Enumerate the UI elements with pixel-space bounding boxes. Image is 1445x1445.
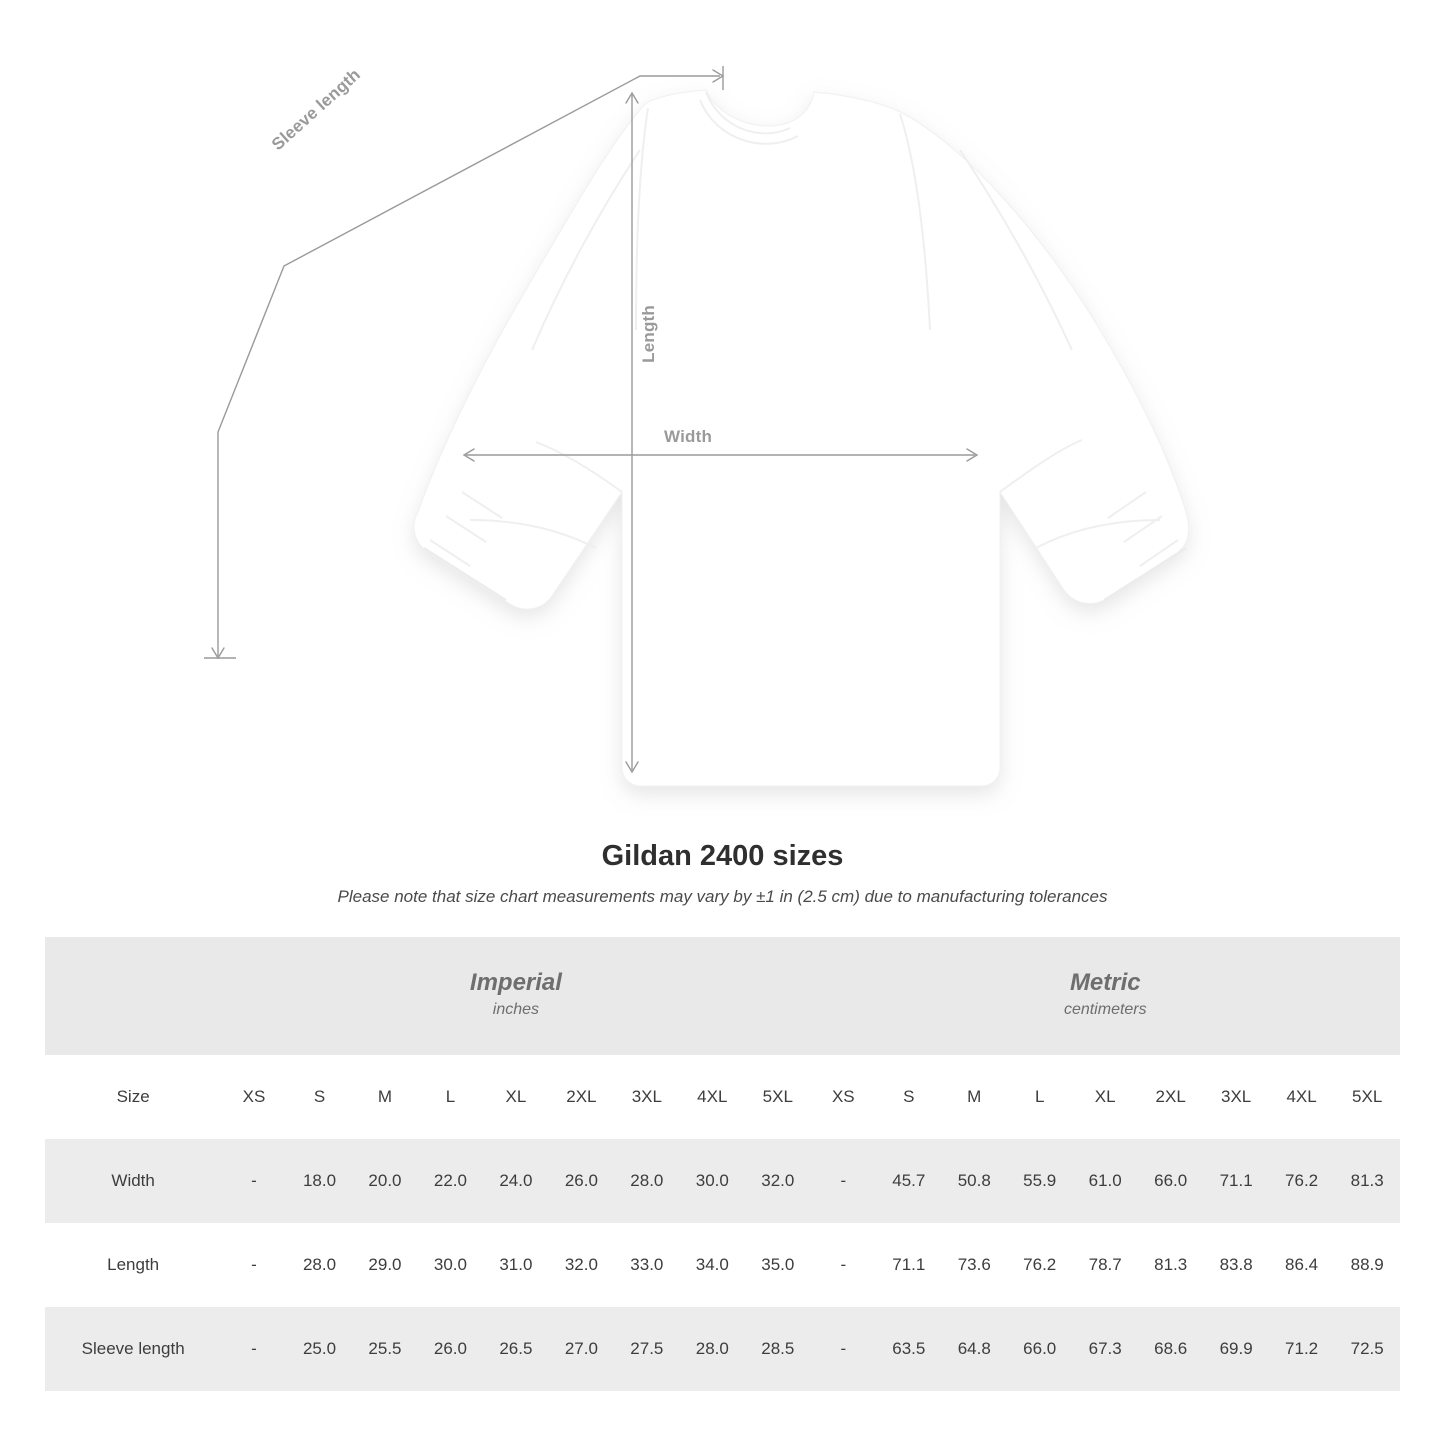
cell-length-imperial-l: 30.0 bbox=[433, 1255, 467, 1274]
cell-sleeve-metric-xl: 67.3 bbox=[1088, 1339, 1122, 1358]
cell-sleeve-metric-2xl: 68.6 bbox=[1154, 1339, 1188, 1358]
tolerance-note: Please note that size chart measurements may vary by ±1 in (2.5 cm) due to manufacturing tolerances bbox=[337, 887, 1108, 906]
column-header-metric-4xl: 4XL bbox=[1286, 1087, 1317, 1106]
column-header-metric-m: M bbox=[967, 1087, 982, 1106]
cell-sleeve-imperial-l: 26.0 bbox=[433, 1339, 467, 1358]
column-header-size: Size bbox=[116, 1087, 150, 1106]
cell-length-imperial-5xl: 35.0 bbox=[761, 1255, 795, 1274]
cell-sleeve-imperial-s: 25.0 bbox=[302, 1339, 337, 1358]
column-header-imperial-xs: XS bbox=[242, 1087, 266, 1106]
width-dimension-label: Width bbox=[664, 427, 713, 446]
cell-width-imperial-4xl: 30.0 bbox=[695, 1171, 729, 1190]
cell-width-metric-m: 50.8 bbox=[957, 1171, 991, 1190]
table-row bbox=[45, 1223, 1400, 1307]
row-header-sleeve-length: Sleeve length bbox=[81, 1339, 185, 1358]
cell-width-imperial-m: 20.0 bbox=[368, 1171, 402, 1190]
page-title: Gildan 2400 sizes bbox=[601, 840, 844, 872]
cell-width-imperial-s: 18.0 bbox=[302, 1171, 337, 1190]
unit-header-spacer bbox=[45, 937, 221, 1055]
table-row bbox=[45, 1139, 1400, 1223]
column-header-metric-2xl: 2XL bbox=[1155, 1087, 1186, 1106]
cell-length-imperial-xs: - bbox=[251, 1255, 257, 1274]
cell-sleeve-metric-5xl: 72.5 bbox=[1350, 1339, 1384, 1358]
cell-length-imperial-3xl: 33.0 bbox=[630, 1255, 664, 1274]
column-header-metric-5xl: 5XL bbox=[1352, 1087, 1383, 1106]
column-header-imperial-2xl: 2XL bbox=[566, 1087, 597, 1106]
cell-width-metric-l: 55.9 bbox=[1023, 1171, 1057, 1190]
column-header-metric-xl: XL bbox=[1094, 1087, 1116, 1106]
column-header-imperial-l: L bbox=[445, 1087, 456, 1106]
column-header-metric-3xl: 3XL bbox=[1221, 1087, 1252, 1106]
cell-sleeve-imperial-3xl: 27.5 bbox=[630, 1339, 664, 1358]
cell-length-imperial-xl: 31.0 bbox=[499, 1255, 533, 1274]
column-header-imperial-3xl: 3XL bbox=[631, 1087, 662, 1106]
cell-sleeve-imperial-xl: 26.5 bbox=[499, 1339, 533, 1358]
column-header-metric-xs: XS bbox=[831, 1087, 855, 1106]
cell-length-metric-4xl: 86.4 bbox=[1285, 1255, 1319, 1274]
cell-sleeve-imperial-2xl: 27.0 bbox=[564, 1339, 598, 1358]
cell-width-imperial-5xl: 32.0 bbox=[761, 1171, 795, 1190]
cell-width-imperial-3xl: 28.0 bbox=[630, 1171, 664, 1190]
cell-sleeve-metric-3xl: 69.9 bbox=[1219, 1339, 1253, 1358]
metric-label: Metric bbox=[1069, 969, 1141, 997]
cell-sleeve-metric-xs: - bbox=[840, 1339, 847, 1358]
column-header-metric-s: S bbox=[903, 1087, 915, 1106]
cell-width-metric-2xl: 66.0 bbox=[1154, 1171, 1188, 1190]
cell-length-imperial-4xl: 34.0 bbox=[695, 1255, 729, 1274]
cell-length-imperial-m: 29.0 bbox=[368, 1255, 402, 1274]
cell-length-imperial-2xl: 32.0 bbox=[564, 1255, 598, 1274]
cell-sleeve-imperial-5xl: 28.5 bbox=[761, 1339, 795, 1358]
length-dimension-label: Length bbox=[639, 305, 658, 363]
size-chart-table bbox=[45, 937, 1400, 1391]
imperial-sublabel: inches bbox=[492, 1001, 540, 1018]
column-header-imperial-xl: XL bbox=[505, 1087, 527, 1106]
size-table-wrapper bbox=[45, 937, 1400, 1391]
column-header-metric-l: L bbox=[1034, 1087, 1045, 1106]
cell-width-metric-5xl: 81.3 bbox=[1350, 1171, 1384, 1190]
cell-sleeve-imperial-xs: - bbox=[251, 1339, 257, 1358]
cell-sleeve-metric-m: 64.8 bbox=[957, 1339, 991, 1358]
cell-sleeve-metric-4xl: 71.2 bbox=[1285, 1339, 1319, 1358]
metric-unit-header bbox=[811, 937, 1400, 1055]
column-header-imperial-4xl: 4XL bbox=[697, 1087, 728, 1106]
row-header-width: Width bbox=[111, 1171, 155, 1190]
cell-length-metric-3xl: 83.8 bbox=[1219, 1255, 1253, 1274]
cell-width-metric-s: 45.7 bbox=[892, 1171, 926, 1190]
size-header-row bbox=[45, 1055, 1400, 1139]
cell-length-metric-2xl: 81.3 bbox=[1154, 1255, 1188, 1274]
cell-length-metric-5xl: 88.9 bbox=[1350, 1255, 1384, 1274]
cell-width-imperial-l: 22.0 bbox=[433, 1171, 467, 1190]
row-header-length: Length bbox=[107, 1255, 160, 1274]
sleeve-length-dimension-label: Sleeve length bbox=[268, 64, 365, 155]
column-header-imperial-5xl: 5XL bbox=[762, 1087, 793, 1106]
metric-sublabel: centimeters bbox=[1063, 1001, 1147, 1018]
cell-sleeve-metric-l: 66.0 bbox=[1023, 1339, 1057, 1358]
cell-width-imperial-xs: - bbox=[251, 1171, 257, 1190]
cell-sleeve-imperial-m: 25.5 bbox=[368, 1339, 402, 1358]
table-row bbox=[45, 1307, 1400, 1391]
cell-width-metric-4xl: 76.2 bbox=[1285, 1171, 1319, 1190]
cell-length-imperial-s: 28.0 bbox=[302, 1255, 337, 1274]
unit-header-row bbox=[45, 937, 1400, 1055]
cell-length-metric-xl: 78.7 bbox=[1088, 1255, 1122, 1274]
cell-length-metric-l: 76.2 bbox=[1023, 1255, 1057, 1274]
cell-sleeve-imperial-4xl: 28.0 bbox=[695, 1339, 729, 1358]
column-header-imperial-s: S bbox=[313, 1087, 326, 1106]
cell-length-metric-xs: - bbox=[840, 1255, 847, 1274]
cell-sleeve-metric-s: 63.5 bbox=[892, 1339, 926, 1358]
cell-width-imperial-2xl: 26.0 bbox=[564, 1171, 598, 1190]
imperial-unit-header bbox=[221, 937, 810, 1055]
cell-width-metric-xl: 61.0 bbox=[1088, 1171, 1122, 1190]
imperial-label: Imperial bbox=[469, 969, 562, 997]
cell-length-metric-s: 71.1 bbox=[892, 1255, 926, 1274]
cell-width-imperial-xl: 24.0 bbox=[499, 1171, 533, 1190]
cell-width-metric-3xl: 71.1 bbox=[1219, 1171, 1253, 1190]
cell-width-metric-xs: - bbox=[840, 1171, 847, 1190]
column-header-imperial-m: M bbox=[377, 1087, 393, 1106]
cell-length-metric-m: 73.6 bbox=[957, 1255, 991, 1274]
title-block bbox=[0, 840, 1445, 907]
